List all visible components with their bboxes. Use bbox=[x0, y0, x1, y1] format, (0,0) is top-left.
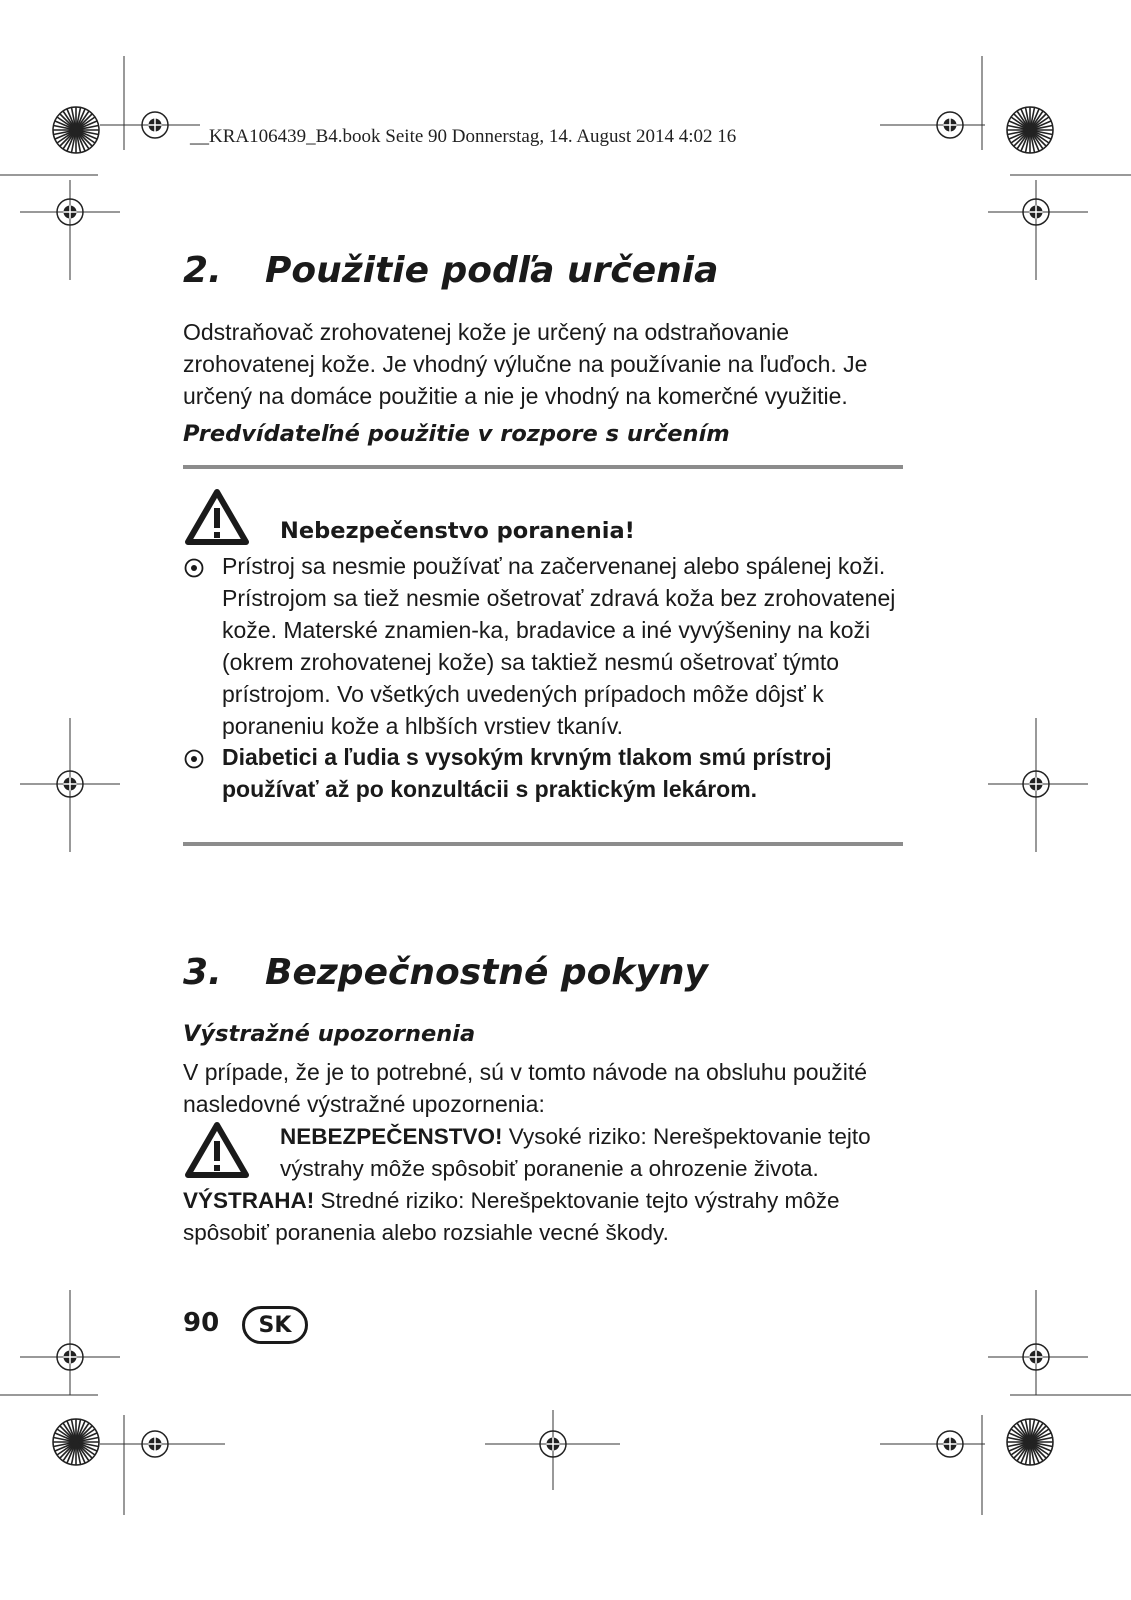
section-2-title: Použitie podľa určenia bbox=[265, 250, 719, 291]
section-3-heading bbox=[183, 952, 708, 993]
circled-dot-bullet-icon bbox=[183, 557, 205, 579]
danger-label: NEBEZPEČENSTVO! bbox=[280, 1124, 503, 1149]
danger-text: Vysoké riziko: Nerešpektovanie tejto výstrahy môže spôsobiť poranenie a ohrozenie života. bbox=[280, 1124, 871, 1181]
section-2-intro: Odstraňovač zrohovatenej kože je určený na odstraňovanie zrohovatenej kože. Je vhodný výlučne na používanie na ľuďoch. Je určený na domáce použitie a nie je vhodný na komerčné využitie. bbox=[183, 319, 868, 409]
bullet-item: Diabetici a ľudia s vysokým krvným tlakom smú prístroj používať až po konzultácii s praktickým lekárom. bbox=[222, 744, 832, 802]
circled-dot-bullet-icon bbox=[183, 748, 205, 770]
warning-triangle-icon bbox=[184, 488, 250, 546]
top-rule bbox=[183, 465, 903, 469]
language-badge: SK bbox=[242, 1306, 308, 1344]
warnings-subheading: Výstražné upozornenia bbox=[183, 1021, 476, 1047]
bullet-item: Prístroj sa nesmie používať na začervenanej alebo spálenej koži. Prístrojom sa tiež nesmie ošetrovať zdravá koža bez zrohovatenej kože. Materské znamien-ka, bradavice a iné vyvýšeniny na koži (okrem zrohovatenej kože) sa taktiež nesmú ošetrovať týmto prístrojom. Vo všetkých uvedených prípadoch môže dôjsť k poraneniu kože a hlbších vrstiev tkanív. bbox=[222, 553, 896, 739]
page-number: 90 bbox=[183, 1308, 220, 1338]
section-3-title: Bezpečnostné pokyny bbox=[265, 952, 708, 993]
caution-label: VÝSTRAHA! bbox=[183, 1188, 315, 1213]
caution-notice bbox=[183, 1185, 913, 1249]
section-2-heading bbox=[183, 250, 718, 291]
bottom-rule bbox=[183, 842, 903, 846]
danger-notice bbox=[280, 1121, 920, 1185]
section-3-number: 3. bbox=[183, 952, 222, 993]
warning-triangle-icon bbox=[184, 1121, 250, 1179]
section-2-number: 2. bbox=[183, 250, 222, 291]
caution-text: Stredné riziko: Nerešpektovanie tejto výstrahy môže spôsobiť poranenia alebo rozsiahle vecné škody. bbox=[183, 1188, 840, 1245]
warning-title: Nebezpečenstvo poranenia! bbox=[280, 518, 635, 544]
print-slug-line: __KRA106439_B4.book Seite 90 Donnerstag, 14. August 2014 4:02 16 bbox=[190, 126, 737, 147]
misuse-heading: Predvídateľné použitie v rozpore s určením bbox=[183, 421, 730, 447]
section-3-intro: V prípade, že je to potrebné, sú v tomto návode na obsluhu použité nasledovné výstražné upozornenia: bbox=[183, 1059, 868, 1117]
